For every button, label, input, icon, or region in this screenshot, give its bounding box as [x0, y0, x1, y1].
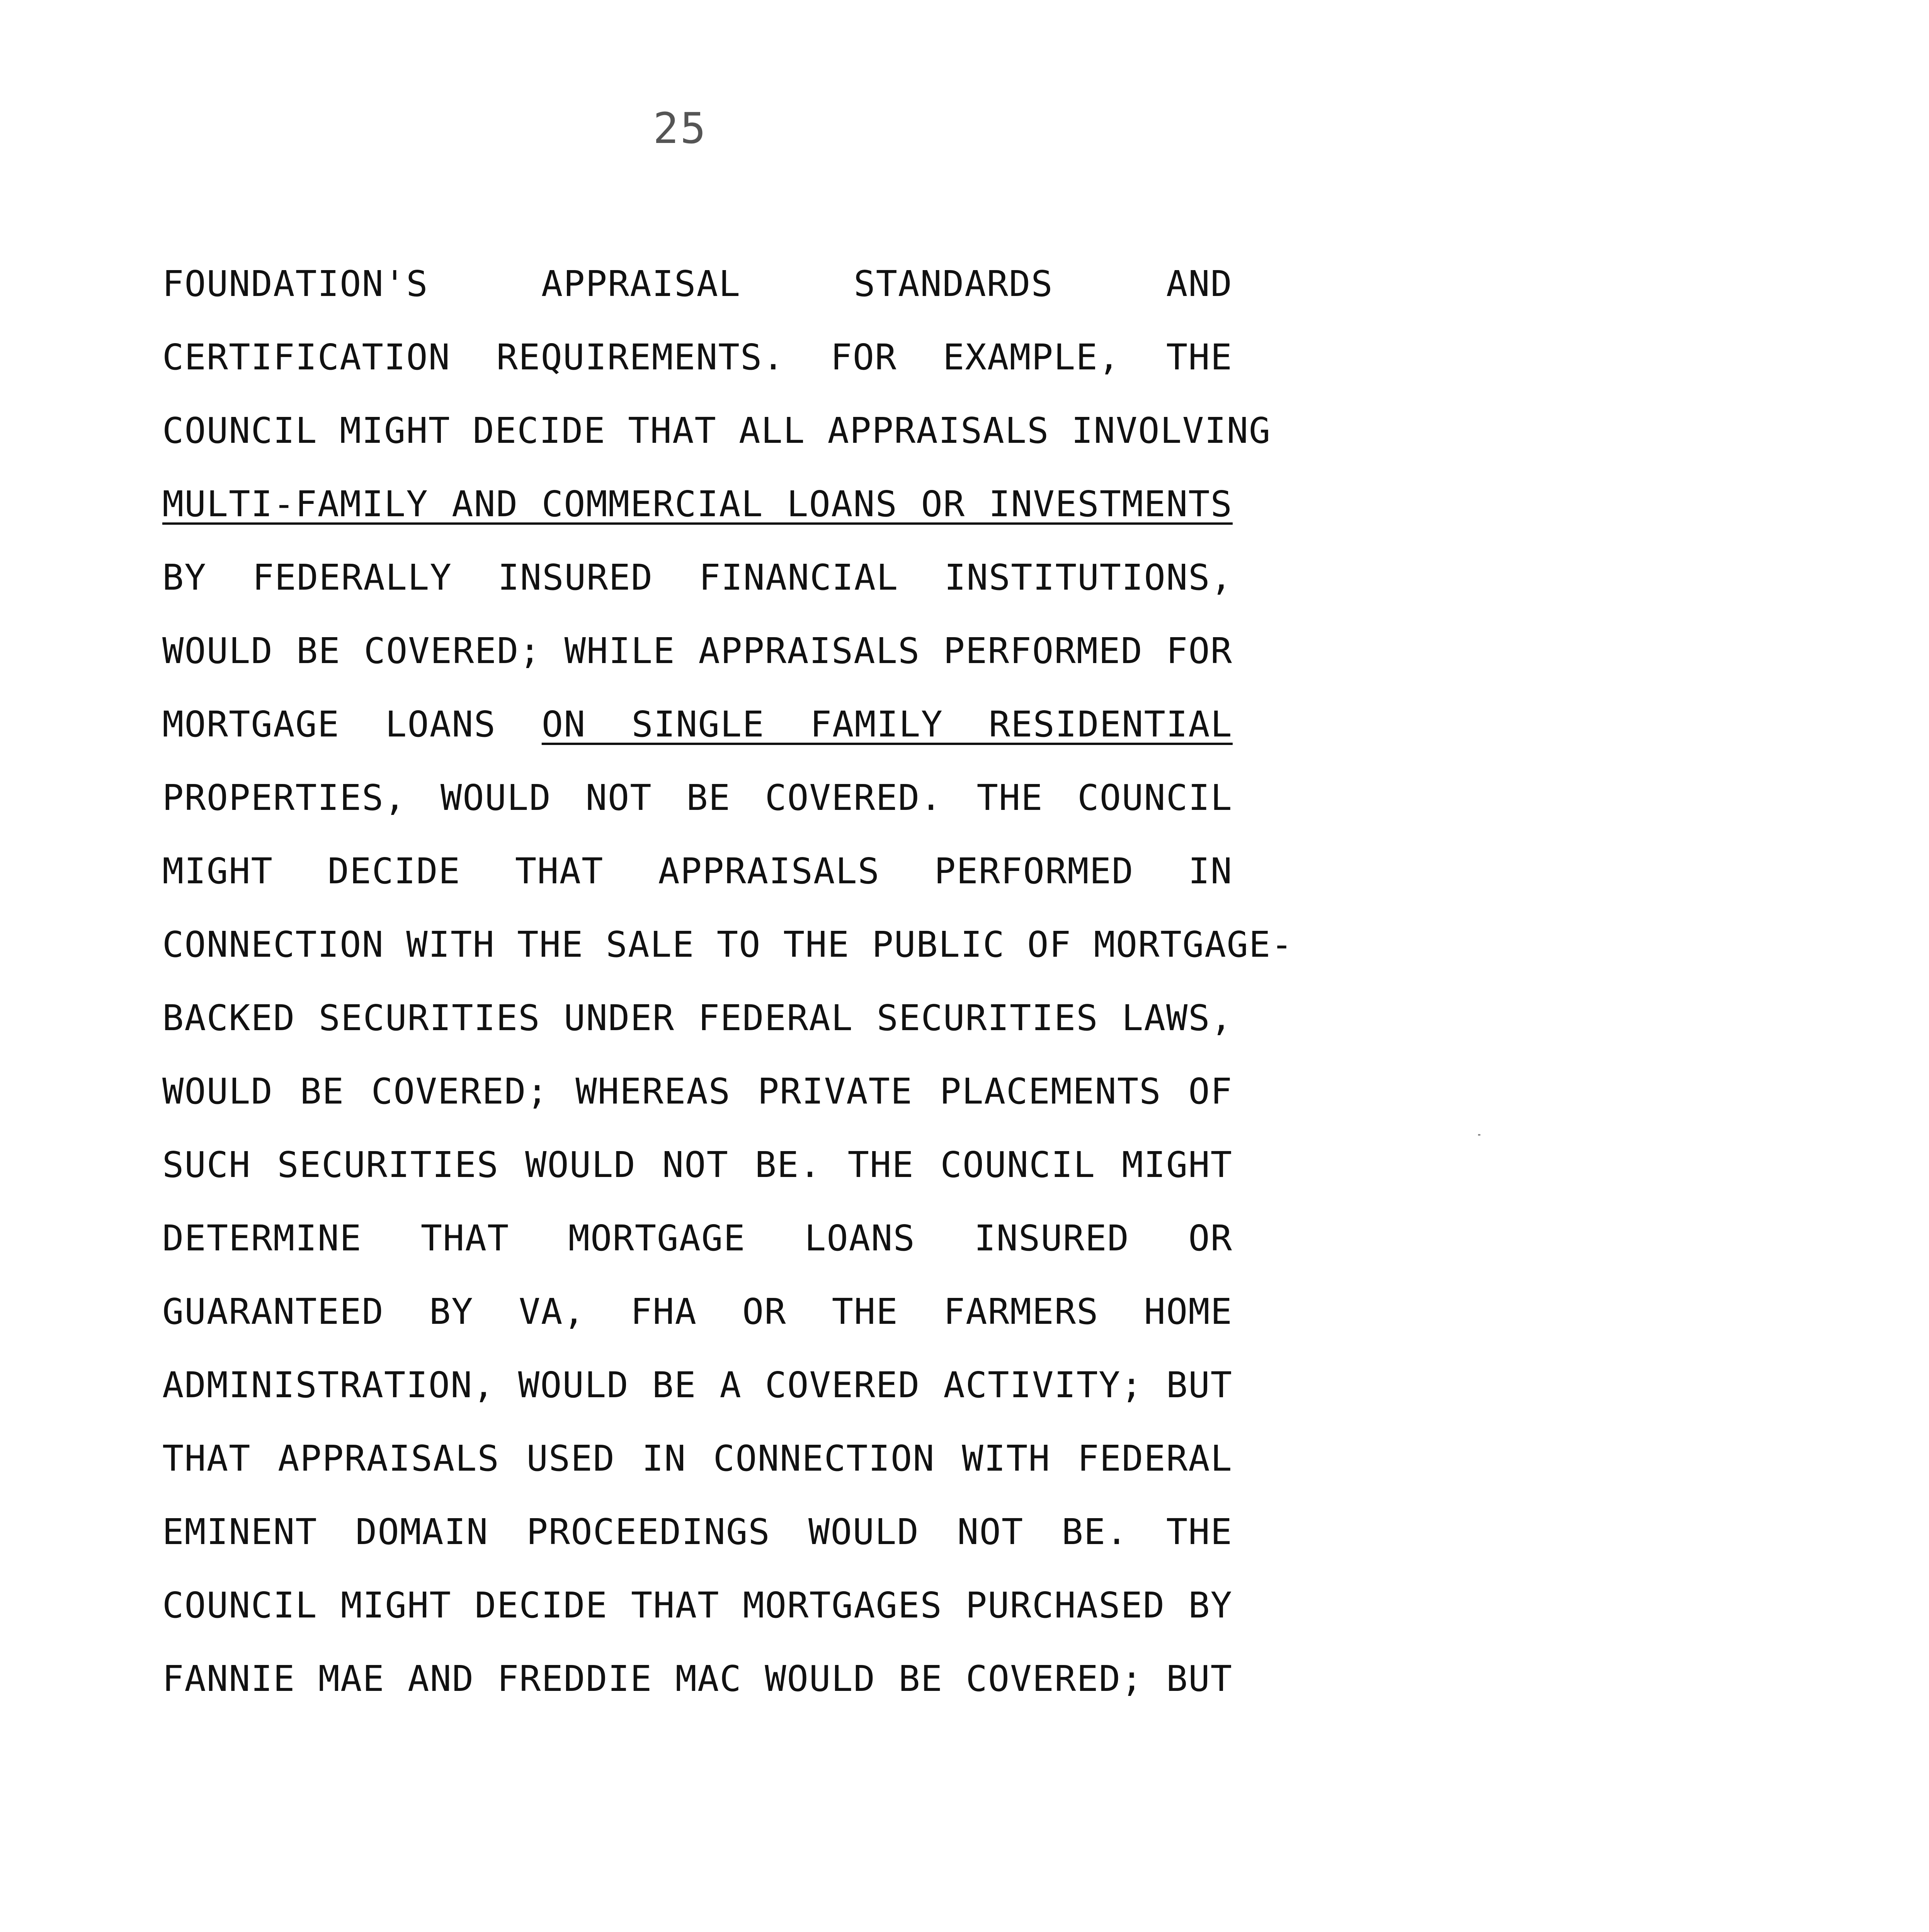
text-line-17: THAT APPRAISALS USED IN CONNECTION WITH FEDERAL: [162, 1438, 1233, 1479]
page-number: 25: [653, 104, 708, 153]
text-line-14: DETERMINE THAT MORTGAGE LOANS INSURED OR: [162, 1218, 1233, 1259]
underlined-phrase: MULTI-FAMILY AND COMMERCIAL LOANS OR INVESTMENTS: [162, 483, 1233, 525]
text-line-8: PROPERTIES, WOULD NOT BE COVERED. THE COUNCIL: [162, 777, 1233, 818]
text-line-15: GUARANTEED BY VA, FHA OR THE FARMERS HOME: [162, 1291, 1233, 1332]
text-line-10: CONNECTION WITH THE SALE TO THE PUBLIC OF MORTGAGE-: [162, 924, 1293, 965]
text-line-2: CERTIFICATION REQUIREMENTS. FOR EXAMPLE, THE: [162, 337, 1233, 378]
body-text: [162, 247, 1293, 1716]
scan-speck: [1478, 1134, 1480, 1136]
text-line-18: EMINENT DOMAIN PROCEEDINGS WOULD NOT BE. THE: [162, 1511, 1233, 1553]
text-line-6: WOULD BE COVERED; WHILE APPRAISALS PERFORMED FOR: [162, 630, 1233, 672]
text-line-7: [162, 688, 1233, 761]
text-line-9: MIGHT DECIDE THAT APPRAISALS PERFORMED IN: [162, 850, 1233, 892]
text-line-3: COUNCIL MIGHT DECIDE THAT ALL APPRAISALS INVOLVING: [162, 410, 1271, 451]
text-line-20: FANNIE MAE AND FREDDIE MAC WOULD BE COVERED; BUT: [162, 1658, 1233, 1699]
text-line-4: [162, 468, 1233, 541]
text-line-5: BY FEDERALLY INSURED FINANCIAL INSTITUTIONS,: [162, 557, 1233, 598]
text-line-1: FOUNDATION'S APPRAISAL STANDARDS AND: [162, 263, 1233, 304]
text-line-11: BACKED SECURITIES UNDER FEDERAL SECURITIES LAWS,: [162, 997, 1233, 1039]
text-line-12: WOULD BE COVERED; WHEREAS PRIVATE PLACEMENTS OF: [162, 1071, 1233, 1112]
text-line-16: ADMINISTRATION, WOULD BE A COVERED ACTIVITY; BUT: [162, 1364, 1233, 1406]
text-line-19: COUNCIL MIGHT DECIDE THAT MORTGAGES PURCHASED BY: [162, 1585, 1233, 1626]
underlined-phrase: ON SINGLE FAMILY RESIDENTIAL: [541, 704, 1233, 745]
line-prefix: MORTGAGE LOANS: [162, 704, 542, 745]
text-line-13: SUCH SECURITIES WOULD NOT BE. THE COUNCIL MIGHT: [162, 1144, 1233, 1185]
